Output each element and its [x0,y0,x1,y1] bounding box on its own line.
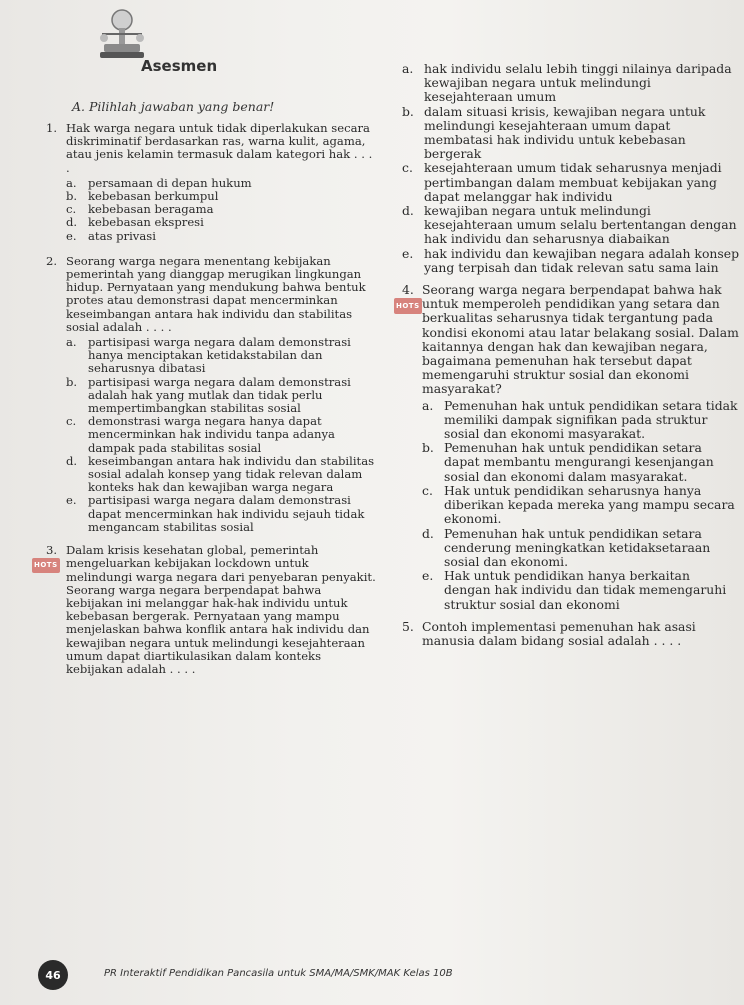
question-number: 2. [46,253,58,268]
instruction-text: A. Pilihlah jawaban yang benar! [72,99,275,114]
question-text: Seorang warga negara menentang kebijakan pemerintah yang dianggap merugikan lingkungan hidup. Pernyataan yang mendukung bahwa bentuk protes atau demonstrasi dapat mencerminkan keseimbangan antara hak individu dan stabilitas sosial adalah . . . . [66,253,366,334]
option-c[interactable]: c. Hak untuk pendidikan seharusnya hanya diberikan kepada mereka yang mampu secara ekonomi. [422,482,735,527]
question-1 [46,122,378,243]
book-title-footer: PR Interaktif Pendidikan Pancasila untuk SMA/MA/SMK/MAK Kelas 10B [104,968,453,979]
option-b[interactable]: b. dalam situasi krisis, kewajiban negara untuk melindungi kesejahteraan umum dapat membatasi hak individu untuk kebebasan bergerak [402,103,706,162]
option-a[interactable]: a. hak individu selalu lebih tinggi nilainya daripada kewajiban negara untuk melindungi kesejahteraan umum [402,61,732,105]
right-column [396,61,740,648]
option-d[interactable]: d. kebebasan ekspresi [66,215,204,230]
option-e[interactable]: e. hak individu dan kewajiban negara adalah konsep yang terpisah dan tidak relevan satu sama lain [402,245,740,275]
option-c[interactable]: c. kesejahteraan umum tidak seharusnya menjadi pertimbangan dalam membuat kebijakan yang dapat melanggar hak individu [402,160,722,204]
option-e[interactable]: e. partisipasi warga negara dalam demonstrasi dapat mencerminkan hak individu sejauh tidak mengancam stabilitas sosial [66,493,365,534]
question-number: 1. [46,121,58,135]
question-text: Contoh implementasi pemenuhan hak asasi manusia dalam bidang sosial adalah . . . . [422,618,696,648]
left-column [34,121,378,676]
option-d[interactable]: d. Pemenuhan hak untuk pendidikan setara cenderung meningkatkan ketidaksetaraan sosial dan ekonomi. [422,525,711,569]
question-3 [34,543,378,676]
option-b[interactable]: b. kebebasan berkumpul [66,189,219,204]
question-number: 5. [402,618,414,634]
option-b[interactable]: b. partisipasi warga negara dalam demonstrasi adalah hak yang mutlak dan tidak perlu mempertimbangkan stabilitas sosial [66,374,351,416]
section-title: Asesmen [141,57,218,75]
assessment-scale-icon [96,6,148,62]
question-text: Dalam krisis kesehatan global, pemerintah mengeluarkan kebijakan lockdown untuk melindungi warga negara dari penyebaran penyakit. Seorang warga negara berpendapat bahwa kebijakan ini melanggar hak-hak individu untuk kebebasan bergerak. Pernyataan yang mampu menjelaskan bahwa konflik antara hak individu dan kewajiban negara untuk melindungi kesejahteraan umum dapat diartikulasikan dalam konteks kebijakan adalah . . . . [66,543,376,676]
option-d[interactable]: d. kewajiban negara untuk melindungi kesejahteraan umum selalu bertentangan dengan hak individu dan seharusnya diabaikan [402,203,737,247]
question-text: Seorang warga negara berpendapat bahwa hak untuk memperoleh pendidikan yang setara dan berkualitas seharusnya tidak tergantung pada kondisi ekonomi atau latar belakang sosial. Dalam kaitannya dengan hak dan kewajiban negara, bagaimana pemenuhan hak tersebut dapat memengaruhi struktur sosial dan ekonomi masyarakat? [422,282,739,397]
option-a[interactable]: a. partisipasi warga negara dalam demonstrasi hanya menciptakan ketidakstabilan dan seharusnya dibatasi [66,335,351,376]
question-text: Hak warga negara untuk tidak diperlakukan secara diskriminatif berdasarkan ras, warna kulit, agama, atau jenis kelamin termasuk dalam kategori hak . . . . [66,121,373,175]
page-number: 46 [38,960,68,990]
option-c[interactable]: c. kebebasan beragama [66,202,214,217]
option-a[interactable]: a. persamaan di depan hukum [66,175,252,190]
question-3-options [402,62,740,275]
option-c[interactable]: c. demonstrasi warga negara hanya dapat mencerminkan hak individu tanpa adanya dampak pada stabilitas sosial [66,414,335,455]
option-e[interactable]: e. atas privasi [66,228,156,243]
question-5 [402,620,740,648]
question-number: 3. [46,543,58,558]
question-number: 4. [402,282,414,298]
option-b[interactable]: b. Pemenuhan hak untuk pendidikan setara dapat membantu mengurangi kesenjangan sosial dan ekonomi dalam masyarakat. [422,440,714,484]
option-a[interactable]: a. Pemenuhan hak untuk pendidikan setara tidak memiliki dampak signifikan pada struktur sosial dan ekonomi masyarakat. [422,397,738,442]
question-2 [46,255,378,534]
option-e[interactable]: e. Hak untuk pendidikan hanya berkaitan dengan hak individu dan tidak memengaruhi struktur sosial dan ekonomi [422,568,727,612]
option-d[interactable]: d. keseimbangan antara hak individu dan stabilitas sosial adalah konsep yang tidak relevan dalam konteks hak dan kewajiban warga negara [66,453,375,495]
question-4 [396,282,740,612]
hots-badge: HOTS [32,558,60,573]
hots-badge: HOTS [394,298,422,314]
